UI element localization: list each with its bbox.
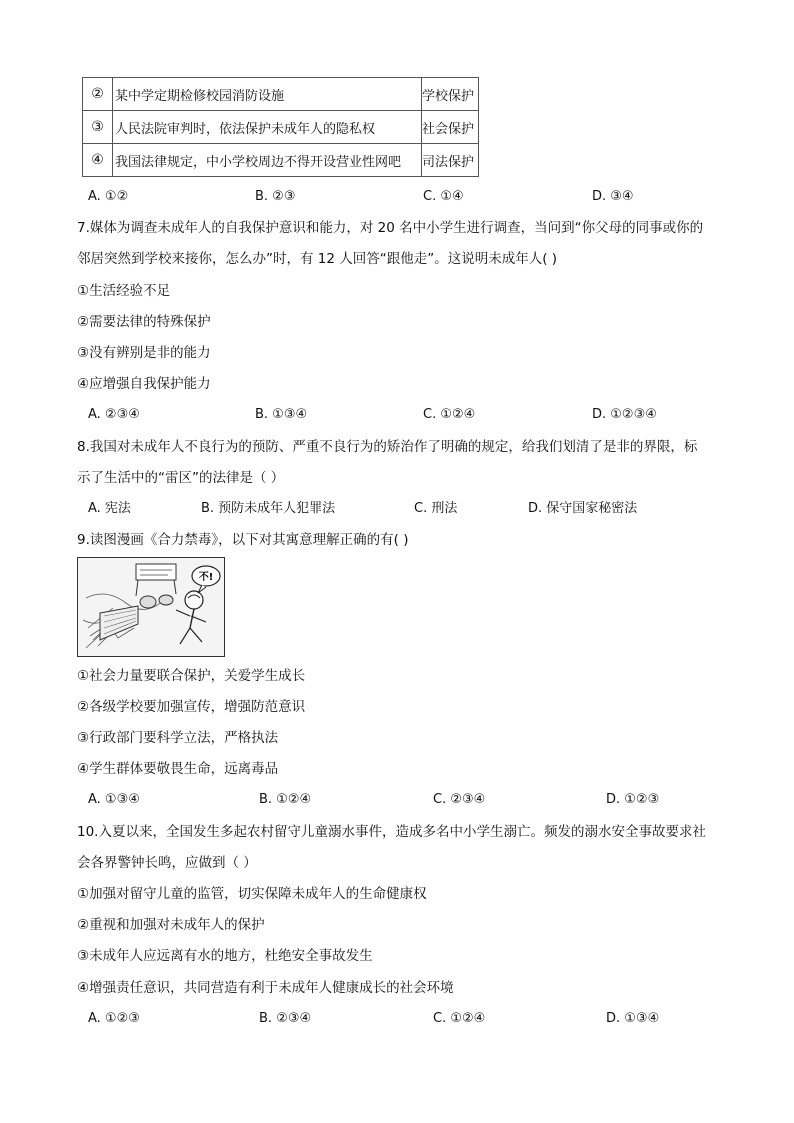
comic-image	[77, 557, 225, 657]
q8-option-c: C. 刑法	[414, 501, 458, 516]
q10-item: ③未成年人应远离有水的地方，杜绝安全事故发生	[77, 948, 373, 964]
q10-item: ②重视和加强对未成年人的保护	[77, 917, 265, 933]
q9-item: ③行政部门要科学立法，严格执法	[77, 730, 279, 746]
q10-stem-line1: 10.入夏以来，全国发生多起农村留守儿童溺水事件，造成多名中小学生溺亡。频发的溺水安全事故要求社	[77, 824, 706, 840]
table-cell-num: ③	[83, 111, 113, 144]
q7-option-c: C. ①②④	[423, 407, 476, 422]
table-cell-tag: 学校保护	[422, 78, 479, 111]
q8-option-a: A. 宪法	[88, 501, 131, 516]
q9-stem: 9.读图漫画《合力禁毒》，以下对其寓意理解正确的有( )	[77, 532, 409, 548]
table-cell-num: ②	[83, 78, 113, 111]
protection-table	[82, 77, 479, 177]
q10-option-c: C. ①②④	[433, 1011, 486, 1026]
q6-option-b: B. ②③	[255, 189, 296, 204]
q7-option-b: B. ①③④	[255, 407, 308, 422]
q10-option-d: D. ①③④	[606, 1011, 660, 1026]
q9-option-a: A. ①③④	[88, 792, 140, 807]
q9-item: ①社会力量要联合保护，关爱学生成长	[77, 668, 306, 684]
table-row	[83, 111, 479, 144]
q7-option-d: D. ①②③④	[592, 407, 657, 422]
q7-item: ③没有辨别是非的能力	[77, 345, 211, 361]
q10-item: ④增强责任意识，共同营造有利于未成年人健康成长的社会环境	[77, 980, 454, 996]
comic-drawing	[78, 558, 224, 656]
q7-item: ④应增强自我保护能力	[77, 376, 211, 392]
q8-option-d: D. 保守国家秘密法	[528, 501, 638, 516]
q7-stem-line1: 7.媒体为调查未成年人的自我保护意识和能力，对 20 名中小学生进行调查，当问到“你父母的同事或你的	[77, 220, 704, 236]
q10-stem-line2: 会各界警钟长鸣，应做到（ ）	[77, 855, 257, 871]
q8-option-b: B. 预防未成年人犯罪法	[201, 501, 336, 516]
table-cell-text: 人民法院审判时，依法保护未成年人的隐私权	[113, 111, 422, 144]
q10-item: ①加强对留守儿童的监管，切实保障未成年人的生命健康权	[77, 886, 427, 902]
q6-option-d: D. ③④	[592, 189, 634, 204]
q7-stem-line2: 邻居突然到学校来接你，怎么办”时，有 12 人回答“跟他走”。这说明未成年人( )	[77, 251, 558, 267]
q9-item: ④学生群体要敬畏生命，远离毒品	[77, 761, 279, 777]
q10-option-b: B. ②③④	[259, 1011, 312, 1026]
table-row	[83, 78, 479, 111]
comic-bubble-text: 不!	[198, 572, 214, 583]
q9-item: ②各级学校要加强宣传，增强防范意识	[77, 699, 306, 715]
q8-stem-line1: 8.我国对未成年人不良行为的预防、严重不良行为的矫治作了明确的规定，给我们划清了是非的界限，标	[77, 439, 698, 455]
table-row	[83, 144, 479, 177]
q7-option-a: A. ②③④	[88, 407, 140, 422]
table-cell-num: ④	[83, 144, 113, 177]
q9-option-b: B. ①②④	[259, 792, 312, 807]
q7-item: ②需要法律的特殊保护	[77, 314, 211, 330]
table-cell-text: 我国法律规定，中小学校周边不得开设营业性网吧	[113, 144, 422, 177]
table-cell-text: 某中学定期检修校园消防设施	[113, 78, 422, 111]
q7-item: ①生活经验不足	[77, 283, 171, 299]
q9-option-c: C. ②③④	[433, 792, 486, 807]
q8-stem-line2: 示了生活中的“雷区”的法律是（ ）	[77, 470, 285, 486]
q10-option-a: A. ①②③	[88, 1011, 140, 1026]
table-cell-tag: 司法保护	[422, 144, 479, 177]
q6-option-a: A. ①②	[88, 189, 129, 204]
q9-option-d: D. ①②③	[606, 792, 660, 807]
q6-option-c: C. ①④	[423, 189, 464, 204]
table-cell-tag: 社会保护	[422, 111, 479, 144]
